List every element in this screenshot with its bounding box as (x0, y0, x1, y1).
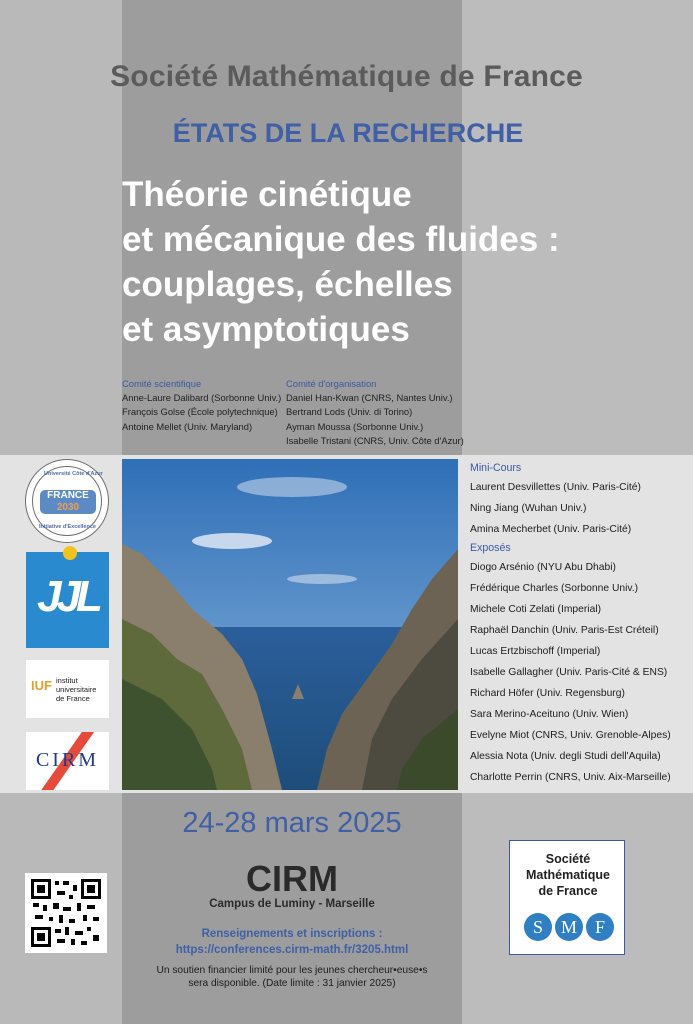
qr-code-icon (31, 879, 101, 947)
qr-code[interactable] (25, 873, 107, 953)
scientific-committee-heading: Comité scientifique (122, 378, 202, 389)
organization-title: Société Mathématique de France (110, 60, 583, 93)
speaker-item: Laurent Desvillettes (Univ. Paris-Cité) (470, 482, 641, 493)
cirm-logo-text: CIRM (35, 749, 100, 771)
organizing-committee (286, 377, 476, 448)
logo-arc-text: Université Côte d'Azur (44, 471, 103, 477)
iuf-line: institut (56, 676, 78, 685)
committee-member: Antoine Mellet (Univ. Maryland) (122, 420, 253, 432)
smf-logo-line: de France (538, 884, 598, 898)
smf-discs (524, 913, 614, 943)
committee-member: Anne-Laure Dalibard (Sorbonne Univ.) (122, 392, 282, 404)
smf-disc-s: S (524, 913, 552, 941)
committee-member: Ayman Moussa (Sorbonne Univ.) (286, 420, 424, 432)
event-venue: CIRM (246, 858, 338, 899)
conference-title-line: et asymptotiques (122, 310, 410, 349)
ball-icon (63, 546, 77, 560)
note-line: Un soutien financier limité pour les jeunes chercheur•euse•s (156, 965, 428, 976)
talks-heading: Exposés (470, 542, 511, 554)
organizing-committee-heading: Comité d'organisation (286, 378, 377, 389)
speaker-item: Isabelle Gallagher (Univ. Paris-Cité & ENS) (470, 667, 668, 678)
speaker-item: Raphaël Danchin (Univ. Paris-Est Créteil) (470, 625, 659, 636)
calanques-photo-image (122, 459, 458, 790)
iuf-line: universitaire (56, 685, 97, 694)
scientific-committee (122, 377, 292, 434)
iuf-text (56, 676, 96, 703)
registration-link[interactable]: https://conferences.cirm-math.fr/3205.html (175, 944, 409, 956)
smf-disc-m: M (555, 913, 583, 941)
badge-year: 2030 (56, 502, 80, 513)
conference-title (122, 172, 682, 352)
smf-logo (509, 840, 625, 955)
conference-title-line: Théorie cinétique (122, 175, 412, 214)
speaker-item: Ning Jiang (Wuhan Univ.) (470, 503, 587, 514)
smf-logo-line: Société (545, 852, 591, 866)
committee-member: Daniel Han-Kwan (CNRS, Nantes Univ.) (286, 392, 453, 404)
jjl-logo (26, 552, 109, 648)
mini-courses-heading: Mini-Cours (470, 462, 522, 474)
event-campus: Campus de Luminy - Marseille (209, 898, 375, 910)
speaker-item: Amina Mecherbet (Univ. Paris-Cité) (470, 524, 632, 535)
financial-support-note (122, 964, 462, 990)
speaker-item: Michele Coti Zelati (Imperial) (470, 604, 602, 615)
registration-label: Renseignements et inscriptions : (201, 928, 383, 940)
smf-disc-f: F (586, 913, 614, 941)
speaker-item: Charlotte Perrin (CNRS, Univ. Aix-Marseille) (470, 772, 671, 783)
badge-line: FRANCE (47, 490, 89, 501)
speaker-item: Richard Höfer (Univ. Regensburg) (470, 688, 625, 699)
speaker-item: Sara Merino-Aceituno (Univ. Wien) (470, 709, 629, 720)
cirm-logo (26, 732, 109, 790)
event-dates: 24-28 mars 2025 (182, 807, 402, 839)
committee-member: Isabelle Tristani (CNRS, Univ. Côte d'Azur) (286, 434, 464, 446)
france-2030-badge (40, 490, 96, 514)
conference-title-line: couplages, échelles (122, 265, 453, 304)
universite-cote-azur-logo (25, 459, 109, 543)
note-line: sera disponible. (Date limite : 31 janvier 2025) (188, 978, 396, 989)
smf-logo-text (510, 851, 626, 899)
speaker-item: Evelyne Miot (CNRS, Univ. Grenoble-Alpes) (470, 730, 671, 741)
iuf-logo (26, 660, 109, 718)
smf-logo-line: Mathématique (525, 868, 611, 882)
jjl-logo-text: JJL (37, 572, 98, 621)
series-title: ÉTATS DE LA RECHERCHE (172, 118, 524, 148)
iuf-line: de France (56, 694, 90, 703)
committee-member: Bertrand Lods (Univ. di Torino) (286, 406, 413, 418)
committee-member: François Golse (École polytechnique) (122, 406, 278, 418)
speaker-item: Lucas Ertzbischoff (Imperial) (470, 646, 601, 657)
logo-arc-text: Initiative d'Excellence (39, 524, 96, 530)
speaker-item: Diogo Arsénio (NYU Abu Dhabi) (470, 562, 616, 573)
speaker-item: Frédérique Charles (Sorbonne Univ.) (470, 583, 639, 594)
speaker-item: Alessia Nota (Univ. degli Studi dell'Aquila) (470, 751, 661, 762)
iuf-mark: IUF (31, 678, 52, 693)
calanques-photo (122, 459, 458, 790)
conference-title-line: et mécanique des fluides : (122, 220, 560, 259)
speakers-list (470, 460, 690, 788)
